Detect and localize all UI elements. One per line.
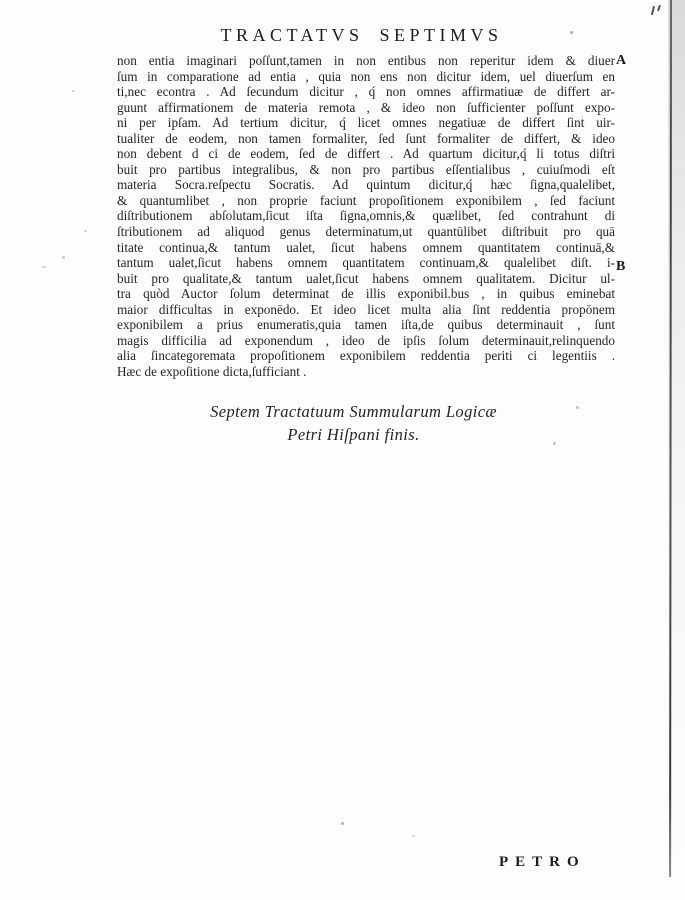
- text-line: buit pro partibus integralibus, & non pro partibus eſſentialibus , cuiuſmodi eſt: [117, 161, 615, 177]
- text-line: Hæc de expoſitione dicta,ſufficiant .: [117, 363, 307, 379]
- text-line: exponibilem a prius enumeratis,quia tamen iſta,de quibus determinauit , ſunt: [117, 317, 615, 333]
- scan-speck: [62, 256, 65, 259]
- text-line: ni per ipſam. Ad tertium dicitur, q́ licet omnes negatiuæ de differt ſint uir-: [117, 115, 615, 131]
- scan-speck: [341, 822, 344, 825]
- text-line: tantum ualet,ſicut habens omnem quantitatem continuam,& qualelibet diſt. i-: [117, 255, 615, 271]
- scan-speck: [576, 406, 579, 409]
- colophon-line: Petri Hiſpani finis.: [287, 425, 420, 444]
- text-line: maior difficultas in exponēdo. Et ideo licet multa alia ſint reddentia propōnem: [117, 301, 615, 317]
- margin-letter-a: A: [616, 53, 627, 68]
- text-line: ſum in comparatione ad entia , quia non ens non dicitur idem, uel diuerſum en: [117, 68, 615, 84]
- text-line: materia Socra.reſpectu Socratis. Ad quintum dicitur,q́ hæc ſigna,qualelibet,: [117, 177, 615, 193]
- text-line: titate continua,& tantum ualet, ſicut habens omnem quantitatem continuā,&: [117, 239, 615, 255]
- text-line: tualiter de eodem, non tamen formaliter, ſed ſunt formaliter de differt, & ideo: [117, 130, 615, 146]
- text-line: magis difficilia ad exponendum , ideo de ipſis ſolum determinauit,relinquendo: [117, 332, 615, 348]
- scan-speck: [84, 230, 87, 232]
- text-line: non entia imaginari poſſunt,tamen in non entibus non reperitur idem & diuer: [117, 53, 615, 68]
- colophon: [0, 400, 685, 446]
- text-line: diſtributionem abſolutam,ſicut iſta ſigna,omnis,& quælibet, ſed contrahunt di: [117, 208, 615, 224]
- text-line: guunt affirmationem de materia remota , & ideo non ſufficienter poſſunt expo-: [117, 99, 615, 115]
- margin-letter-b: B: [616, 259, 626, 274]
- running-title: TRACTATVS SEPTIMVS: [220, 25, 503, 45]
- text-line: & quantumlibet , non proprie faciunt propoſitionem exponibilem , ſed faciunt: [117, 192, 615, 208]
- text-line: tra quòd Auctor ſolum determinat de illis exponibil.bus , in quibus eminebat: [117, 286, 615, 302]
- text-line: ſtributionem ad aliquod genus determinatum,ut quantūlibet diſtribuit pro quā: [117, 224, 615, 240]
- text-line: alia ſincategoremata propoſitionem exponibilem reddentia periti ci legentiis .: [117, 348, 615, 364]
- text-line: ti,nec econtra . Ad ſecundum dicitur , q́ non omnes affirmatiuæ de differt ar-: [117, 84, 615, 100]
- scan-speck: [570, 31, 573, 34]
- colophon-line: Septem Tractatuum Summularum Logicæ: [210, 402, 497, 421]
- scan-speck: [412, 835, 415, 837]
- scan-speck: [72, 90, 75, 92]
- catchword: PETRO: [499, 854, 586, 870]
- body-text: [117, 53, 615, 379]
- text-line: non debent d ci de eodem, ſed de differt . Ad quartum dicitur,q́ li totus diſtri: [117, 146, 615, 162]
- text-line: buit pro qualitate,& tantum ualet,ſicut habens omnem qualitatem. Dicitur ul-: [117, 270, 615, 286]
- scan-speck: [553, 442, 556, 445]
- scan-speck: [42, 266, 46, 268]
- scan-speck: [652, 5, 662, 17]
